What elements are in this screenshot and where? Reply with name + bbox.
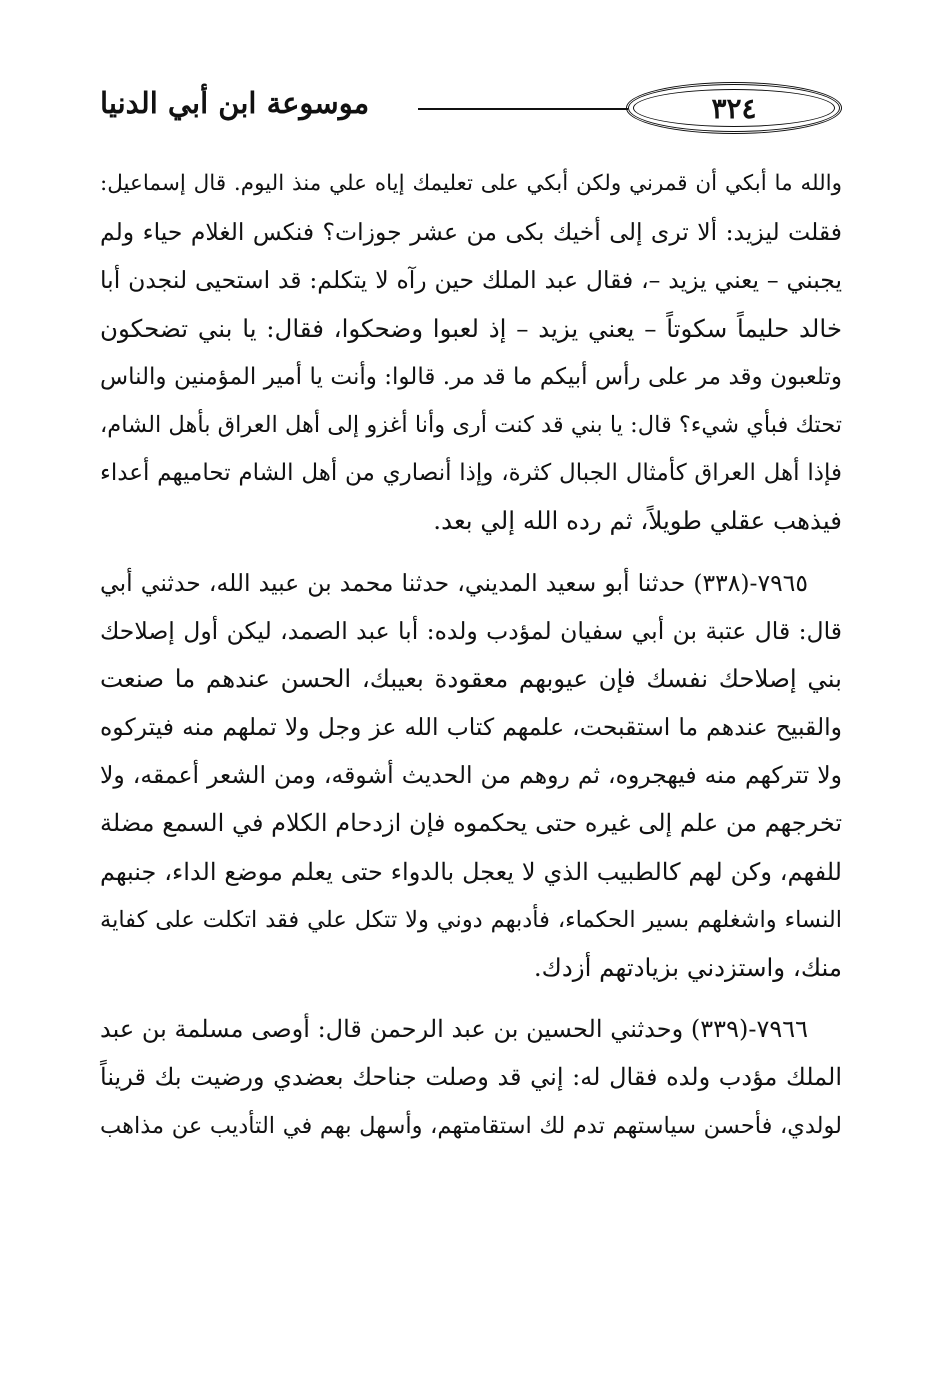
paragraph	[100, 559, 842, 993]
text-line: منك، واستزدني بزيادتهم أزدك.	[533, 953, 842, 982]
text-line: قال: قال عتبة بن أبي سفيان لمؤدب ولده: أبا عبد الصمد، ليكن أول إصلاحك	[100, 616, 842, 645]
text-line: والله ما أبكي أن قمرني ولكن أبكي على تعليمك إياه علي منذ اليوم. قال إسماعيل:	[100, 171, 842, 196]
text-line: الملك مؤدب ولده فقال له: إني قد وصلت جناحك بعضدي ورضيت بك قريناً	[100, 1063, 842, 1092]
text-line: وتلعبون وقد مر على رأس أبيكم ما قد مر. قالوا: وأنت يا أمير المؤمنين والناس	[100, 363, 842, 390]
text-line: ولا تتركهم منه فيهجروه، ثم روهم من الحديث أشوقه، ومن الشعر أعمقه، ولا	[100, 761, 842, 790]
text-line: والقبيح عندهم ما استقبحت، علمهم كتاب الله عز وجل ولا تملهم منه فيتركوه	[100, 713, 842, 742]
text-line: يجبني – يعني يزيد –، فقال عبد الملك حين رآه لا يتكلم: قد استحيى لنجدن أبا	[100, 266, 842, 295]
text-line: بني إصلاحك نفسك فإن عيوبهم معقودة بعيبك، الحسن عندهم ما صنعت	[100, 663, 842, 693]
text-line: فقلت ليزيد: ألا ترى إلى أخيك بكى من عشر جوزات؟ فنكس الغلام حياء ولم	[100, 218, 842, 247]
text-line: النساء واشغلهم بسير الحكماء، فأدبهم دوني ولا تتكل علي فقد اتكلت على كفاية	[100, 906, 842, 933]
text-line: ٧٩٦٥-(٣٣٨) حدثنا أبو سعيد المديني، حدثنا محمد بن عبيد الله، حدثني أبي	[100, 568, 808, 597]
text-line: فيذهب عقلي طويلاً، ثم رده الله إلي بعد.	[433, 506, 842, 536]
text-line: ٧٩٦٦-(٣٣٩) وحدثني الحسين بن عبد الرحمن قال: أوصى مسلمة بن عبد	[100, 1015, 808, 1044]
text-line: للفهم، وكن لهم كالطبيب الذي لا يعجل بالدواء حتى يعلم موضع الداء، جنبهم	[100, 857, 842, 886]
header-rule	[418, 108, 628, 110]
page-body	[100, 160, 842, 1150]
paragraph	[100, 1005, 842, 1150]
page-header	[100, 82, 842, 136]
text-line: خالد حليماً سكوتاً – يعني يزيد – إذ لعبوا وضحكوا، فقال: يا بني تضحكون	[100, 313, 842, 343]
paragraph	[100, 160, 842, 546]
text-line: تخرجهم من علم إلى غيره حتى يحكموه فإن ازدحام الكلام في السمع مضلة	[100, 809, 842, 838]
page-number: ٣٢٤	[711, 91, 757, 125]
text-line: لولدي، فأحسن سياستهم تدم لك استقامتهم، وأسهل بهم في التأديب عن مذاهب	[100, 1112, 842, 1139]
book-title: موسوعة ابن أبي الدنيا	[100, 86, 370, 120]
page-number-badge	[626, 82, 842, 134]
text-line: فإذا أهل العراق كأمثال الجبال كثرة، وإذا أنصاري من أهل الشام تحاميهم أعداء	[100, 460, 842, 487]
text-line: تحتك فبأي شيء؟ قال: يا بني قد كنت أرى وأنا أغزو إلى أهل العراق بأهل الشام،	[100, 411, 842, 438]
